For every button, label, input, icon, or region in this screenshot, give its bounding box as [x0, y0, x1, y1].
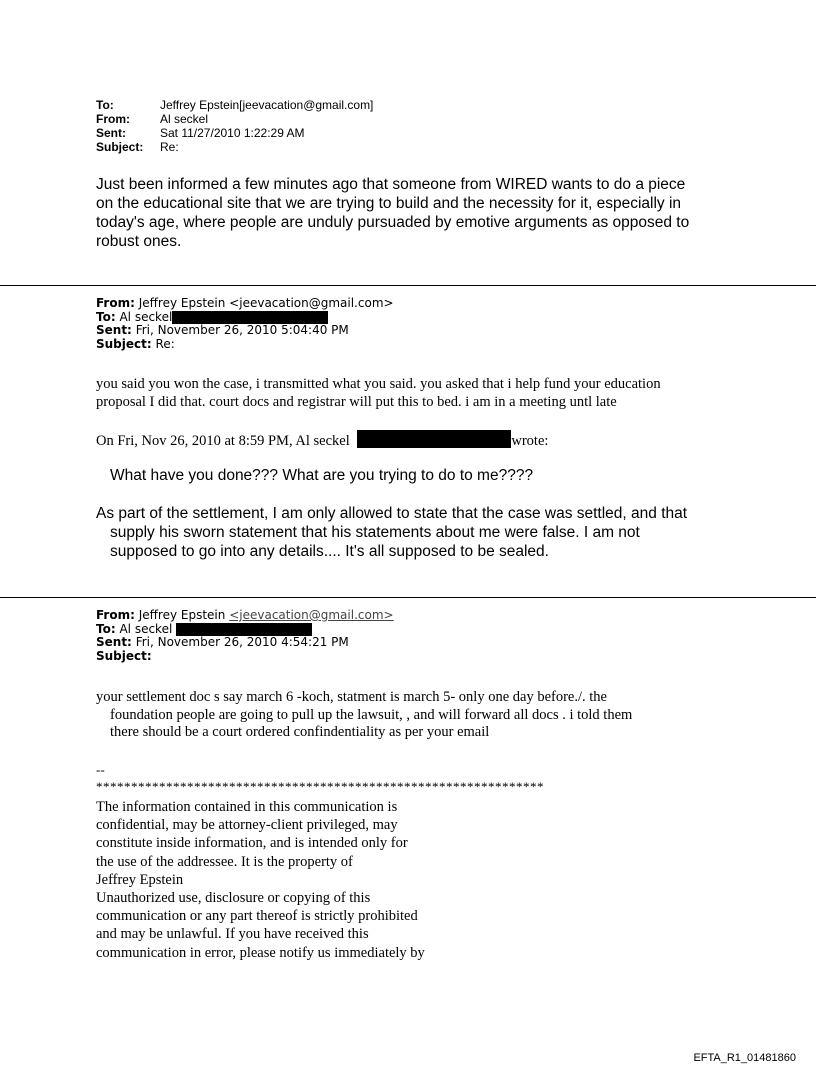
from-label: From: [96, 296, 135, 310]
disclaimer-line: Unauthorized use, disclosure or copying of this [96, 890, 371, 907]
email1-body-line: Just been informed a few minutes ago that someone from WIRED wants to do a piece [96, 176, 686, 193]
email2-body-line: proposal I did that. court docs and registrar will put this to bed. i am in a meeting untl late [96, 393, 617, 410]
email1-to-row [96, 98, 373, 112]
from-value: Jeffrey Epstein <jeevacation@gmail.com> [138, 296, 394, 310]
disclaimer-line: The information contained in this communication is [96, 799, 398, 815]
to-label: To: [96, 621, 116, 636]
email2-body [96, 376, 661, 411]
email3-body [96, 689, 632, 742]
email1-body-line: on the educational site that we are trying to build and the necessity for it, especially in [96, 195, 682, 212]
settlement-line: supply his sworn statement that his statements about me were false. I am not [110, 524, 640, 541]
from-label: From: [96, 608, 135, 622]
redaction-box [357, 430, 511, 448]
email3-sent-row [96, 636, 394, 650]
email2-body-line: you said you won the case, i transmitted what you said. you asked that i help fund your education [96, 376, 661, 392]
divider [0, 597, 816, 598]
from-value: Al seckel [160, 112, 209, 126]
subject-label: Subject: [96, 648, 152, 663]
redaction-box [176, 623, 312, 636]
subject-value: Re: [160, 140, 179, 154]
email3-body-line: your settlement doc s say march 6 -koch, statment is march 5- only one day before./. the [96, 689, 607, 705]
email1-body-line: robust ones. [96, 233, 182, 250]
email3-header [96, 609, 394, 663]
to-value: Al seckel [119, 621, 173, 636]
sent-value: Fri, November 26, 2010 4:54:21 PM [135, 635, 349, 649]
from-label: From: [96, 112, 130, 126]
from-name: Jeffrey Epstein [138, 608, 226, 622]
signature-stars: **************************************************************** [96, 779, 544, 794]
to-value: Jeffrey Epstein[jeevacation@gmail.com] [160, 98, 374, 112]
sent-label: Sent: [96, 635, 132, 649]
settlement-line: As part of the settlement, I am only allowed to state that the case was settled, and that [96, 505, 688, 522]
disclaimer-line: and may be unlawful. If you have received this [96, 926, 369, 943]
to-label: To: [96, 98, 114, 112]
email2-subject-row [96, 338, 394, 352]
email3-to-row [96, 623, 394, 637]
disclaimer-line: Jeffrey Epstein [96, 871, 184, 888]
email2-sent-row [96, 324, 394, 338]
sent-value: Sat 11/27/2010 1:22:29 AM [160, 126, 305, 140]
disclaimer [96, 798, 425, 962]
email1-body-line: today's age, where people are unduly pursuaded by emotive arguments as opposed to [96, 214, 690, 231]
sent-label: Sent: [96, 323, 132, 337]
email2-to-row [96, 311, 394, 325]
disclaimer-line: constitute inside information, and is intended only for [96, 835, 408, 852]
email1-body [96, 175, 736, 251]
disclaimer-line: confidential, may be attorney-client privileged, may [96, 817, 398, 834]
wrote-prefix: On Fri, Nov 26, 2010 at 8:59 PM, Al seckel [96, 433, 350, 449]
subject-label: Subject: [96, 140, 144, 154]
disclaimer-line: communication or any part thereof is strictly prohibited [96, 908, 418, 925]
disclaimer-line: communication in error, please notify us immediately by [96, 944, 425, 961]
sent-value: Fri, November 26, 2010 5:04:40 PM [135, 323, 349, 337]
document-id: EFTA_R1_01481860 [693, 1052, 796, 1064]
disclaimer-line: the use of the addressee. It is the property of [96, 853, 353, 870]
to-label: To: [96, 309, 116, 324]
email3-body-line: there should be a court ordered confindentiality as per your email [110, 724, 490, 740]
signature-dashes: -- [96, 762, 105, 777]
sent-label: Sent: [96, 126, 126, 140]
email3-subject-row [96, 650, 394, 664]
email1-sent-row [96, 126, 373, 140]
email1-subject-row [96, 140, 373, 154]
email2-header [96, 297, 394, 351]
quoted-line: What have you done??? What are you trying to do to me???? [110, 467, 534, 484]
email3-body-line: foundation people are going to pull up the lawsuit, , and will forward all docs . i told them [110, 706, 633, 723]
email2-wrote-line [96, 430, 548, 451]
settlement-paragraph [96, 504, 687, 561]
email3-from-row [96, 609, 394, 623]
settlement-line: supposed to go into any details.... It's all supposed to be sealed. [110, 543, 549, 560]
email1-header [96, 98, 373, 154]
from-email-link[interactable]: <jeevacation@gmail.com> [229, 608, 394, 622]
redaction-box [172, 311, 328, 324]
email1-from-row [96, 112, 373, 126]
email2-from-row [96, 297, 394, 311]
wrote-suffix: wrote: [511, 433, 549, 449]
subject-label: Subject: [96, 336, 152, 351]
subject-value: Re: [155, 336, 175, 351]
to-value: Al seckel [119, 309, 173, 324]
divider [0, 285, 816, 286]
